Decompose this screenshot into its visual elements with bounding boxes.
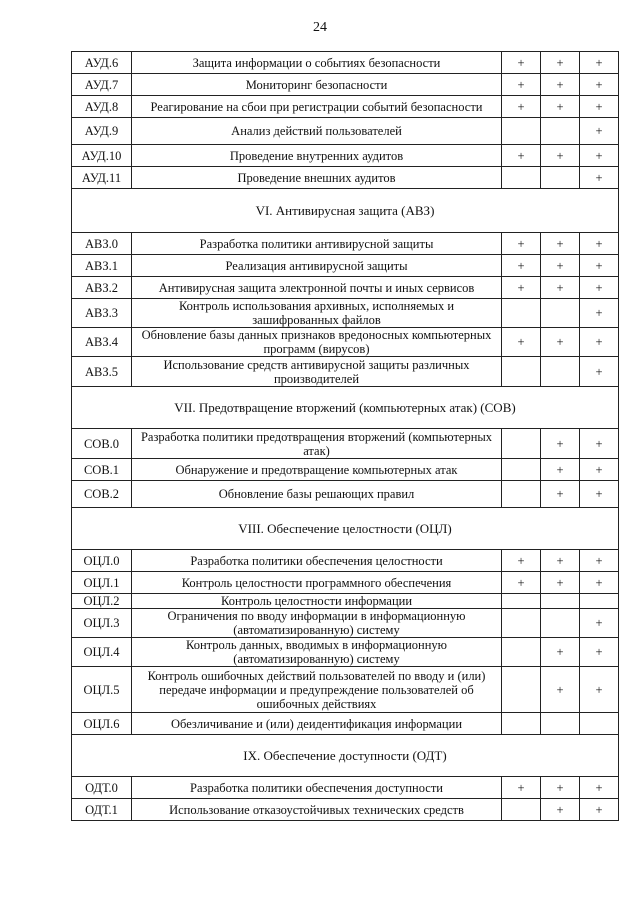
level-mark-2: + <box>541 481 580 508</box>
measure-code: АВЗ.2 <box>72 277 132 299</box>
requirements-table <box>71 51 619 821</box>
table-row <box>72 233 619 255</box>
table-row <box>72 96 619 118</box>
level-mark-2: + <box>541 328 580 357</box>
level-mark-2: + <box>541 667 580 713</box>
level-mark-2: + <box>541 255 580 277</box>
level-mark-1 <box>502 357 541 387</box>
level-mark-3: + <box>580 52 619 74</box>
section-title: IX. Обеспечение доступности (ОДТ) <box>72 735 619 777</box>
table-row <box>72 145 619 167</box>
level-mark-2: + <box>541 233 580 255</box>
measure-code: АВЗ.0 <box>72 233 132 255</box>
measure-name: Контроль использования архивных, исполняемых и зашифрованных файлов <box>132 299 502 328</box>
table-row <box>72 167 619 189</box>
measure-code: АВЗ.4 <box>72 328 132 357</box>
table-row <box>72 777 619 799</box>
level-mark-1: + <box>502 233 541 255</box>
measure-name: Использование отказоустойчивых технических средств <box>132 799 502 821</box>
measure-code: СОВ.0 <box>72 429 132 459</box>
table-row <box>72 550 619 572</box>
measure-code: ОЦЛ.4 <box>72 638 132 667</box>
level-mark-2 <box>541 357 580 387</box>
level-mark-3: + <box>580 572 619 594</box>
measure-name: Обнаружение и предотвращение компьютерных атак <box>132 459 502 481</box>
table-row <box>72 277 619 299</box>
measure-name: Проведение внутренних аудитов <box>132 145 502 167</box>
level-mark-2: + <box>541 145 580 167</box>
measure-name: Мониторинг безопасности <box>132 74 502 96</box>
level-mark-2: + <box>541 459 580 481</box>
level-mark-3: + <box>580 429 619 459</box>
table-row <box>72 667 619 713</box>
level-mark-2: + <box>541 52 580 74</box>
level-mark-3: + <box>580 167 619 189</box>
measure-code: СОВ.2 <box>72 481 132 508</box>
measure-code: ОЦЛ.2 <box>72 594 132 609</box>
level-mark-2: + <box>541 429 580 459</box>
table-row <box>72 713 619 735</box>
measure-code: АУД.10 <box>72 145 132 167</box>
measure-name: Антивирусная защита электронной почты и иных сервисов <box>132 277 502 299</box>
level-mark-3: + <box>580 328 619 357</box>
measure-name: Использование средств антивирусной защиты различных производителей <box>132 357 502 387</box>
level-mark-2: + <box>541 799 580 821</box>
level-mark-2 <box>541 167 580 189</box>
level-mark-1: + <box>502 328 541 357</box>
section-header-row <box>72 735 619 777</box>
level-mark-1: + <box>502 74 541 96</box>
table-row <box>72 118 619 145</box>
level-mark-1: + <box>502 550 541 572</box>
measure-code: ОДТ.1 <box>72 799 132 821</box>
level-mark-1: + <box>502 777 541 799</box>
section-header-row <box>72 387 619 429</box>
table-row <box>72 74 619 96</box>
level-mark-1 <box>502 609 541 638</box>
table-row <box>72 459 619 481</box>
measure-name: Контроль данных, вводимых в информационную (автоматизированную) систему <box>132 638 502 667</box>
measure-name: Реализация антивирусной защиты <box>132 255 502 277</box>
level-mark-1 <box>502 459 541 481</box>
level-mark-1 <box>502 118 541 145</box>
measure-name: Контроль ошибочных действий пользователей по вводу и (или) передаче информации и предупреждение пользователей об ошибочных действиях <box>132 667 502 713</box>
measure-code: АВЗ.1 <box>72 255 132 277</box>
measure-name: Проведение внешних аудитов <box>132 167 502 189</box>
measure-code: АУД.11 <box>72 167 132 189</box>
table-row <box>72 481 619 508</box>
table-row <box>72 594 619 609</box>
level-mark-1 <box>502 799 541 821</box>
measure-code: АУД.8 <box>72 96 132 118</box>
level-mark-1: + <box>502 52 541 74</box>
table-row <box>72 799 619 821</box>
section-title: VI. Антивирусная защита (АВЗ) <box>72 189 619 233</box>
level-mark-2 <box>541 118 580 145</box>
level-mark-2 <box>541 299 580 328</box>
level-mark-3: + <box>580 233 619 255</box>
table-row <box>72 52 619 74</box>
table-row <box>72 429 619 459</box>
level-mark-2: + <box>541 572 580 594</box>
table-row <box>72 328 619 357</box>
level-mark-1 <box>502 713 541 735</box>
measure-name: Анализ действий пользователей <box>132 118 502 145</box>
level-mark-3: + <box>580 459 619 481</box>
level-mark-1 <box>502 481 541 508</box>
level-mark-2: + <box>541 74 580 96</box>
measure-code: ОЦЛ.1 <box>72 572 132 594</box>
level-mark-3: + <box>580 145 619 167</box>
level-mark-3: + <box>580 609 619 638</box>
level-mark-2: + <box>541 277 580 299</box>
measure-name: Обезличивание и (или) деидентификация информации <box>132 713 502 735</box>
level-mark-3: + <box>580 799 619 821</box>
measure-code: ОДТ.0 <box>72 777 132 799</box>
measure-name: Разработка политики антивирусной защиты <box>132 233 502 255</box>
level-mark-2 <box>541 594 580 609</box>
level-mark-3 <box>580 594 619 609</box>
table-row <box>72 299 619 328</box>
level-mark-3: + <box>580 777 619 799</box>
level-mark-3: + <box>580 357 619 387</box>
measure-code: АВЗ.3 <box>72 299 132 328</box>
level-mark-3: + <box>580 255 619 277</box>
level-mark-1: + <box>502 145 541 167</box>
measure-name: Обновление базы решающих правил <box>132 481 502 508</box>
level-mark-2 <box>541 609 580 638</box>
level-mark-3: + <box>580 277 619 299</box>
measure-name: Ограничения по вводу информации в информационную (автоматизированную) систему <box>132 609 502 638</box>
section-header-row <box>72 189 619 233</box>
level-mark-1 <box>502 167 541 189</box>
page-number: 24 <box>313 20 327 35</box>
level-mark-1: + <box>502 572 541 594</box>
table-row <box>72 572 619 594</box>
measure-code: АВЗ.5 <box>72 357 132 387</box>
level-mark-3: + <box>580 74 619 96</box>
measure-code: ОЦЛ.6 <box>72 713 132 735</box>
level-mark-3: + <box>580 550 619 572</box>
table-row <box>72 609 619 638</box>
level-mark-1 <box>502 299 541 328</box>
level-mark-2: + <box>541 638 580 667</box>
level-mark-3: + <box>580 667 619 713</box>
measure-code: СОВ.1 <box>72 459 132 481</box>
measure-name: Обновление базы данных признаков вредоносных компьютерных программ (вирусов) <box>132 328 502 357</box>
level-mark-2 <box>541 713 580 735</box>
section-header-row <box>72 508 619 550</box>
section-title: VIII. Обеспечение целостности (ОЦЛ) <box>72 508 619 550</box>
measure-name: Реагирование на сбои при регистрации событий безопасности <box>132 96 502 118</box>
measure-code: АУД.6 <box>72 52 132 74</box>
level-mark-1 <box>502 429 541 459</box>
section-title: VII. Предотвращение вторжений (компьютерных атак) (СОВ) <box>72 387 619 429</box>
measure-name: Разработка политики обеспечения целостности <box>132 550 502 572</box>
level-mark-2: + <box>541 550 580 572</box>
level-mark-1 <box>502 594 541 609</box>
measure-name: Разработка политики обеспечения доступности <box>132 777 502 799</box>
level-mark-3: + <box>580 96 619 118</box>
level-mark-3: + <box>580 299 619 328</box>
measure-code: АУД.7 <box>72 74 132 96</box>
level-mark-2: + <box>541 96 580 118</box>
level-mark-1: + <box>502 255 541 277</box>
measure-name: Контроль целостности программного обеспечения <box>132 572 502 594</box>
measure-name: Защита информации о событиях безопасности <box>132 52 502 74</box>
measure-code: ОЦЛ.3 <box>72 609 132 638</box>
level-mark-1 <box>502 667 541 713</box>
table-row <box>72 638 619 667</box>
level-mark-1: + <box>502 96 541 118</box>
measure-code: ОЦЛ.5 <box>72 667 132 713</box>
measure-name: Контроль целостности информации <box>132 594 502 609</box>
table-row <box>72 255 619 277</box>
table-row <box>72 357 619 387</box>
level-mark-3: + <box>580 638 619 667</box>
level-mark-1: + <box>502 277 541 299</box>
measure-name: Разработка политики предотвращения вторжений (компьютерных атак) <box>132 429 502 459</box>
measure-code: ОЦЛ.0 <box>72 550 132 572</box>
level-mark-3 <box>580 713 619 735</box>
measure-code: АУД.9 <box>72 118 132 145</box>
level-mark-1 <box>502 638 541 667</box>
level-mark-3: + <box>580 481 619 508</box>
level-mark-3: + <box>580 118 619 145</box>
level-mark-2: + <box>541 777 580 799</box>
